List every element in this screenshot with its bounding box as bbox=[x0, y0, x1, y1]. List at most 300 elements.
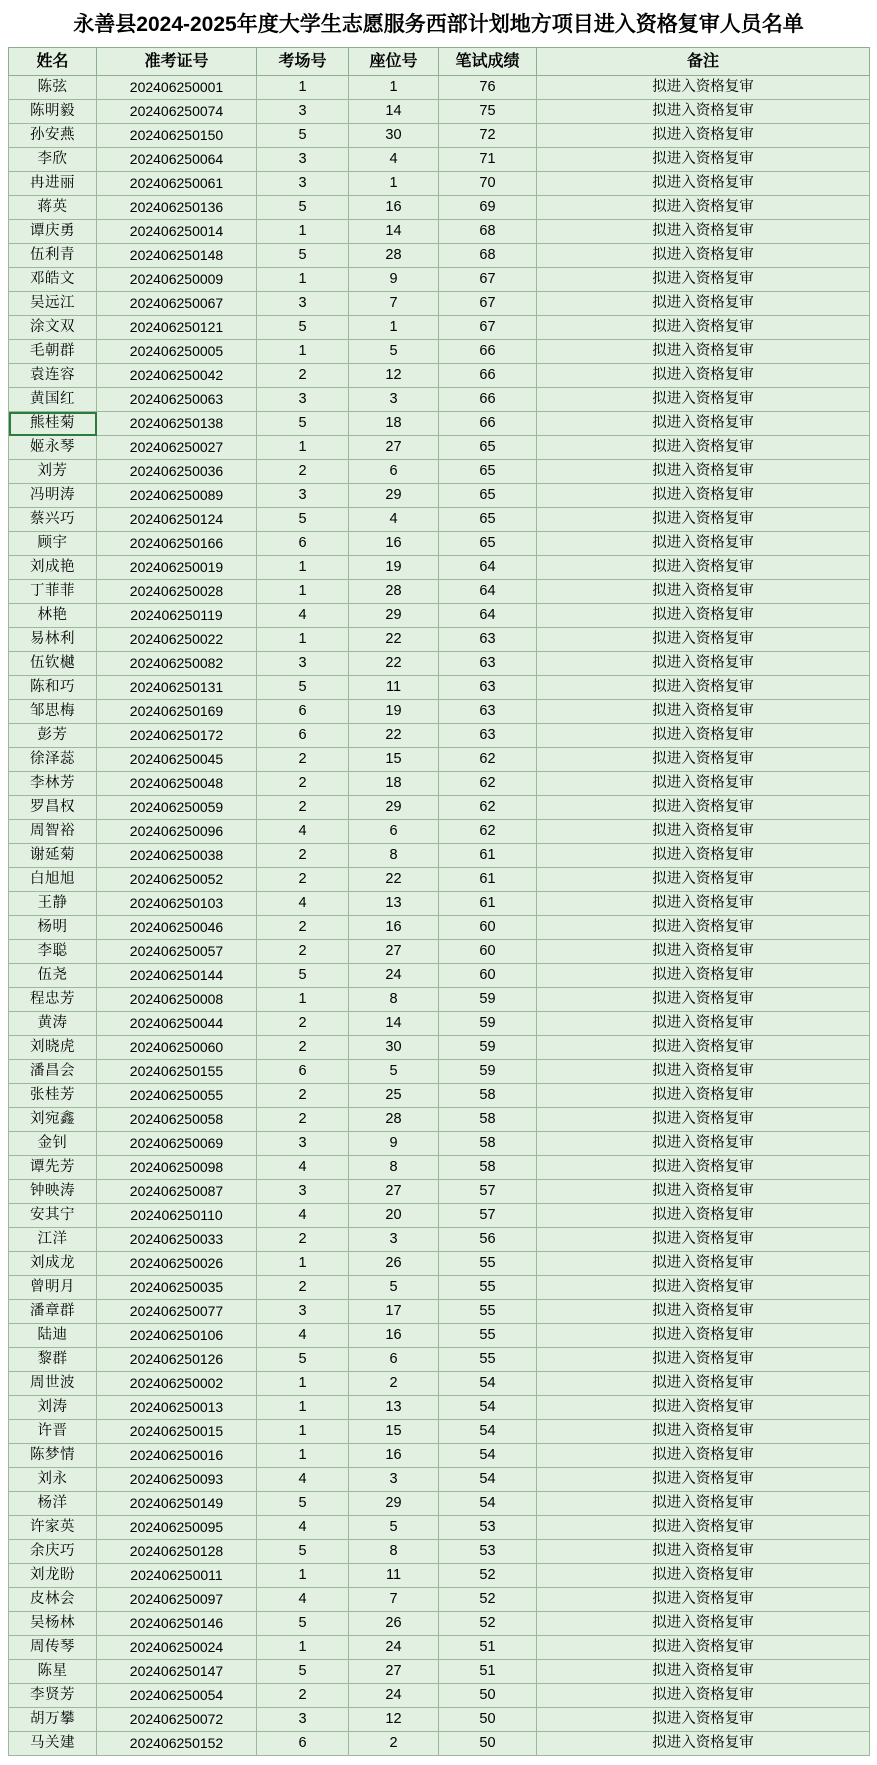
cell-name[interactable]: 程忠芳 bbox=[9, 988, 97, 1012]
cell-admit-ticket[interactable]: 202406250059 bbox=[97, 796, 257, 820]
cell-name[interactable]: 刘涛 bbox=[9, 1396, 97, 1420]
cell-admit-ticket[interactable]: 202406250138 bbox=[97, 412, 257, 436]
cell-name[interactable]: 钟映涛 bbox=[9, 1180, 97, 1204]
cell-score[interactable]: 55 bbox=[439, 1348, 537, 1372]
cell-score[interactable]: 63 bbox=[439, 676, 537, 700]
cell-room[interactable]: 2 bbox=[257, 772, 349, 796]
cell-admit-ticket[interactable]: 202406250077 bbox=[97, 1300, 257, 1324]
cell-score[interactable]: 58 bbox=[439, 1084, 537, 1108]
cell-room[interactable]: 3 bbox=[257, 148, 349, 172]
cell-room[interactable]: 2 bbox=[257, 748, 349, 772]
cell-name[interactable]: 胡万攀 bbox=[9, 1708, 97, 1732]
cell-room[interactable]: 3 bbox=[257, 1708, 349, 1732]
cell-score[interactable]: 59 bbox=[439, 1036, 537, 1060]
cell-remark[interactable]: 拟进入资格复审 bbox=[537, 844, 870, 868]
cell-room[interactable]: 1 bbox=[257, 988, 349, 1012]
cell-admit-ticket[interactable]: 202406250119 bbox=[97, 604, 257, 628]
cell-remark[interactable]: 拟进入资格复审 bbox=[537, 1732, 870, 1756]
cell-room[interactable]: 4 bbox=[257, 820, 349, 844]
cell-score[interactable]: 65 bbox=[439, 484, 537, 508]
cell-remark[interactable]: 拟进入资格复审 bbox=[537, 1612, 870, 1636]
cell-score[interactable]: 60 bbox=[439, 940, 537, 964]
cell-seat[interactable]: 5 bbox=[349, 1060, 439, 1084]
cell-remark[interactable]: 拟进入资格复审 bbox=[537, 1708, 870, 1732]
cell-score[interactable]: 53 bbox=[439, 1516, 537, 1540]
cell-seat[interactable]: 29 bbox=[349, 796, 439, 820]
cell-name[interactable]: 吴远江 bbox=[9, 292, 97, 316]
cell-name[interactable]: 余庆巧 bbox=[9, 1540, 97, 1564]
cell-remark[interactable]: 拟进入资格复审 bbox=[537, 148, 870, 172]
cell-score[interactable]: 57 bbox=[439, 1180, 537, 1204]
cell-score[interactable]: 55 bbox=[439, 1276, 537, 1300]
cell-room[interactable]: 2 bbox=[257, 1228, 349, 1252]
cell-remark[interactable]: 拟进入资格复审 bbox=[537, 748, 870, 772]
cell-room[interactable]: 4 bbox=[257, 1156, 349, 1180]
cell-score[interactable]: 66 bbox=[439, 412, 537, 436]
cell-name[interactable]: 金钊 bbox=[9, 1132, 97, 1156]
cell-remark[interactable]: 拟进入资格复审 bbox=[537, 124, 870, 148]
cell-name[interactable]: 刘宛鑫 bbox=[9, 1108, 97, 1132]
cell-room[interactable]: 1 bbox=[257, 556, 349, 580]
cell-room[interactable]: 2 bbox=[257, 940, 349, 964]
cell-score[interactable]: 61 bbox=[439, 844, 537, 868]
cell-seat[interactable]: 1 bbox=[349, 316, 439, 340]
cell-remark[interactable]: 拟进入资格复审 bbox=[537, 1588, 870, 1612]
cell-name[interactable]: 潘章群 bbox=[9, 1300, 97, 1324]
cell-seat[interactable]: 28 bbox=[349, 1108, 439, 1132]
cell-name[interactable]: 白旭旭 bbox=[9, 868, 97, 892]
cell-admit-ticket[interactable]: 202406250060 bbox=[97, 1036, 257, 1060]
cell-remark[interactable]: 拟进入资格复审 bbox=[537, 1684, 870, 1708]
cell-score[interactable]: 69 bbox=[439, 196, 537, 220]
cell-score[interactable]: 58 bbox=[439, 1156, 537, 1180]
cell-remark[interactable]: 拟进入资格复审 bbox=[537, 1252, 870, 1276]
cell-remark[interactable]: 拟进入资格复审 bbox=[537, 1204, 870, 1228]
cell-score[interactable]: 66 bbox=[439, 340, 537, 364]
cell-admit-ticket[interactable]: 202406250036 bbox=[97, 460, 257, 484]
cell-seat[interactable]: 2 bbox=[349, 1732, 439, 1756]
cell-remark[interactable]: 拟进入资格复审 bbox=[537, 1276, 870, 1300]
cell-remark[interactable]: 拟进入资格复审 bbox=[537, 1660, 870, 1684]
cell-remark[interactable]: 拟进入资格复审 bbox=[537, 556, 870, 580]
cell-remark[interactable]: 拟进入资格复审 bbox=[537, 604, 870, 628]
cell-remark[interactable]: 拟进入资格复审 bbox=[537, 868, 870, 892]
cell-name[interactable]: 江洋 bbox=[9, 1228, 97, 1252]
cell-seat[interactable]: 4 bbox=[349, 148, 439, 172]
cell-seat[interactable]: 16 bbox=[349, 1324, 439, 1348]
cell-admit-ticket[interactable]: 202406250055 bbox=[97, 1084, 257, 1108]
cell-seat[interactable]: 3 bbox=[349, 1228, 439, 1252]
cell-name[interactable]: 周世波 bbox=[9, 1372, 97, 1396]
cell-remark[interactable]: 拟进入资格复审 bbox=[537, 1084, 870, 1108]
cell-room[interactable]: 2 bbox=[257, 1276, 349, 1300]
cell-remark[interactable]: 拟进入资格复审 bbox=[537, 1036, 870, 1060]
cell-name[interactable]: 许家英 bbox=[9, 1516, 97, 1540]
cell-seat[interactable]: 14 bbox=[349, 100, 439, 124]
cell-score[interactable]: 54 bbox=[439, 1420, 537, 1444]
cell-admit-ticket[interactable]: 202406250005 bbox=[97, 340, 257, 364]
cell-seat[interactable]: 29 bbox=[349, 484, 439, 508]
cell-score[interactable]: 54 bbox=[439, 1372, 537, 1396]
cell-score[interactable]: 51 bbox=[439, 1636, 537, 1660]
cell-room[interactable]: 6 bbox=[257, 700, 349, 724]
cell-room[interactable]: 2 bbox=[257, 844, 349, 868]
cell-score[interactable]: 53 bbox=[439, 1540, 537, 1564]
cell-seat[interactable]: 4 bbox=[349, 508, 439, 532]
cell-remark[interactable]: 拟进入资格复审 bbox=[537, 1348, 870, 1372]
cell-admit-ticket[interactable]: 202406250027 bbox=[97, 436, 257, 460]
cell-admit-ticket[interactable]: 202406250038 bbox=[97, 844, 257, 868]
cell-room[interactable]: 3 bbox=[257, 1180, 349, 1204]
cell-admit-ticket[interactable]: 202406250155 bbox=[97, 1060, 257, 1084]
cell-name[interactable]: 吴杨林 bbox=[9, 1612, 97, 1636]
cell-score[interactable]: 62 bbox=[439, 796, 537, 820]
cell-admit-ticket[interactable]: 202406250069 bbox=[97, 1132, 257, 1156]
cell-name[interactable]: 陆迪 bbox=[9, 1324, 97, 1348]
cell-remark[interactable]: 拟进入资格复审 bbox=[537, 508, 870, 532]
cell-seat[interactable]: 9 bbox=[349, 268, 439, 292]
cell-name[interactable]: 伍利青 bbox=[9, 244, 97, 268]
cell-name[interactable]: 张桂芳 bbox=[9, 1084, 97, 1108]
cell-room[interactable]: 1 bbox=[257, 340, 349, 364]
cell-name[interactable]: 李欣 bbox=[9, 148, 97, 172]
cell-seat[interactable]: 16 bbox=[349, 532, 439, 556]
cell-remark[interactable]: 拟进入资格复审 bbox=[537, 412, 870, 436]
cell-seat[interactable]: 18 bbox=[349, 772, 439, 796]
cell-score[interactable]: 71 bbox=[439, 148, 537, 172]
cell-admit-ticket[interactable]: 202406250009 bbox=[97, 268, 257, 292]
cell-room[interactable]: 3 bbox=[257, 172, 349, 196]
cell-remark[interactable]: 拟进入资格复审 bbox=[537, 388, 870, 412]
cell-seat[interactable]: 29 bbox=[349, 1492, 439, 1516]
cell-room[interactable]: 5 bbox=[257, 964, 349, 988]
cell-name[interactable]: 陈梦情 bbox=[9, 1444, 97, 1468]
cell-score[interactable]: 63 bbox=[439, 628, 537, 652]
cell-score[interactable]: 52 bbox=[439, 1564, 537, 1588]
cell-score[interactable]: 64 bbox=[439, 580, 537, 604]
cell-room[interactable]: 1 bbox=[257, 1636, 349, 1660]
cell-remark[interactable]: 拟进入资格复审 bbox=[537, 700, 870, 724]
cell-score[interactable]: 59 bbox=[439, 1012, 537, 1036]
cell-room[interactable]: 5 bbox=[257, 1612, 349, 1636]
cell-name[interactable]: 潘昌会 bbox=[9, 1060, 97, 1084]
cell-name[interactable]: 伍尧 bbox=[9, 964, 97, 988]
cell-room[interactable]: 1 bbox=[257, 580, 349, 604]
cell-room[interactable]: 4 bbox=[257, 1468, 349, 1492]
cell-room[interactable]: 2 bbox=[257, 868, 349, 892]
cell-admit-ticket[interactable]: 202406250110 bbox=[97, 1204, 257, 1228]
cell-remark[interactable]: 拟进入资格复审 bbox=[537, 964, 870, 988]
cell-score[interactable]: 67 bbox=[439, 268, 537, 292]
cell-admit-ticket[interactable]: 202406250121 bbox=[97, 316, 257, 340]
cell-score[interactable]: 64 bbox=[439, 604, 537, 628]
cell-score[interactable]: 62 bbox=[439, 748, 537, 772]
cell-remark[interactable]: 拟进入资格复审 bbox=[537, 676, 870, 700]
cell-name[interactable]: 曾明月 bbox=[9, 1276, 97, 1300]
cell-name[interactable]: 陈和巧 bbox=[9, 676, 97, 700]
cell-remark[interactable]: 拟进入资格复审 bbox=[537, 196, 870, 220]
cell-room[interactable]: 3 bbox=[257, 292, 349, 316]
cell-score[interactable]: 64 bbox=[439, 556, 537, 580]
cell-room[interactable]: 2 bbox=[257, 1684, 349, 1708]
cell-name[interactable]: 李聪 bbox=[9, 940, 97, 964]
cell-score[interactable]: 72 bbox=[439, 124, 537, 148]
cell-score[interactable]: 63 bbox=[439, 724, 537, 748]
cell-name[interactable]: 邹思梅 bbox=[9, 700, 97, 724]
cell-score[interactable]: 66 bbox=[439, 388, 537, 412]
cell-seat[interactable]: 15 bbox=[349, 748, 439, 772]
cell-seat[interactable]: 24 bbox=[349, 1684, 439, 1708]
cell-admit-ticket[interactable]: 202406250124 bbox=[97, 508, 257, 532]
cell-seat[interactable]: 27 bbox=[349, 940, 439, 964]
cell-score[interactable]: 54 bbox=[439, 1444, 537, 1468]
cell-name[interactable]: 毛朝群 bbox=[9, 340, 97, 364]
cell-room[interactable]: 3 bbox=[257, 388, 349, 412]
cell-score[interactable]: 52 bbox=[439, 1612, 537, 1636]
cell-name[interactable]: 林艳 bbox=[9, 604, 97, 628]
cell-remark[interactable]: 拟进入资格复审 bbox=[537, 1564, 870, 1588]
cell-score[interactable]: 50 bbox=[439, 1732, 537, 1756]
cell-admit-ticket[interactable]: 202406250172 bbox=[97, 724, 257, 748]
cell-score[interactable]: 66 bbox=[439, 364, 537, 388]
cell-room[interactable]: 4 bbox=[257, 1204, 349, 1228]
cell-score[interactable]: 70 bbox=[439, 172, 537, 196]
cell-score[interactable]: 54 bbox=[439, 1468, 537, 1492]
cell-score[interactable]: 59 bbox=[439, 1060, 537, 1084]
cell-room[interactable]: 1 bbox=[257, 1372, 349, 1396]
cell-room[interactable]: 1 bbox=[257, 1252, 349, 1276]
cell-room[interactable]: 3 bbox=[257, 100, 349, 124]
cell-name[interactable]: 刘龙盼 bbox=[9, 1564, 97, 1588]
cell-score[interactable]: 57 bbox=[439, 1204, 537, 1228]
cell-room[interactable]: 2 bbox=[257, 1036, 349, 1060]
cell-seat[interactable]: 22 bbox=[349, 652, 439, 676]
cell-name[interactable]: 孙安燕 bbox=[9, 124, 97, 148]
cell-admit-ticket[interactable]: 202406250095 bbox=[97, 1516, 257, 1540]
cell-seat[interactable]: 18 bbox=[349, 412, 439, 436]
cell-room[interactable]: 6 bbox=[257, 532, 349, 556]
cell-score[interactable]: 55 bbox=[439, 1252, 537, 1276]
cell-seat[interactable]: 6 bbox=[349, 460, 439, 484]
cell-seat[interactable]: 12 bbox=[349, 1708, 439, 1732]
cell-score[interactable]: 65 bbox=[439, 532, 537, 556]
cell-remark[interactable]: 拟进入资格复审 bbox=[537, 1108, 870, 1132]
cell-admit-ticket[interactable]: 202406250024 bbox=[97, 1636, 257, 1660]
cell-admit-ticket[interactable]: 202406250002 bbox=[97, 1372, 257, 1396]
cell-seat[interactable]: 22 bbox=[349, 724, 439, 748]
cell-admit-ticket[interactable]: 202406250082 bbox=[97, 652, 257, 676]
cell-room[interactable]: 3 bbox=[257, 1132, 349, 1156]
cell-score[interactable]: 55 bbox=[439, 1324, 537, 1348]
cell-admit-ticket[interactable]: 202406250147 bbox=[97, 1660, 257, 1684]
cell-admit-ticket[interactable]: 202406250048 bbox=[97, 772, 257, 796]
cell-seat[interactable]: 14 bbox=[349, 220, 439, 244]
cell-admit-ticket[interactable]: 202406250149 bbox=[97, 1492, 257, 1516]
cell-seat[interactable]: 27 bbox=[349, 436, 439, 460]
cell-remark[interactable]: 拟进入资格复审 bbox=[537, 436, 870, 460]
cell-admit-ticket[interactable]: 202406250144 bbox=[97, 964, 257, 988]
cell-score[interactable]: 67 bbox=[439, 316, 537, 340]
cell-admit-ticket[interactable]: 202406250028 bbox=[97, 580, 257, 604]
cell-name[interactable]: 许晋 bbox=[9, 1420, 97, 1444]
cell-admit-ticket[interactable]: 202406250045 bbox=[97, 748, 257, 772]
cell-seat[interactable]: 12 bbox=[349, 364, 439, 388]
cell-admit-ticket[interactable]: 202406250033 bbox=[97, 1228, 257, 1252]
cell-remark[interactable]: 拟进入资格复审 bbox=[537, 796, 870, 820]
cell-room[interactable]: 6 bbox=[257, 1060, 349, 1084]
cell-remark[interactable]: 拟进入资格复审 bbox=[537, 1156, 870, 1180]
cell-room[interactable]: 2 bbox=[257, 796, 349, 820]
cell-score[interactable]: 76 bbox=[439, 76, 537, 100]
cell-admit-ticket[interactable]: 202406250052 bbox=[97, 868, 257, 892]
cell-remark[interactable]: 拟进入资格复审 bbox=[537, 916, 870, 940]
cell-room[interactable]: 2 bbox=[257, 460, 349, 484]
cell-remark[interactable]: 拟进入资格复审 bbox=[537, 892, 870, 916]
cell-score[interactable]: 58 bbox=[439, 1108, 537, 1132]
cell-score[interactable]: 50 bbox=[439, 1684, 537, 1708]
cell-remark[interactable]: 拟进入资格复审 bbox=[537, 220, 870, 244]
cell-seat[interactable]: 11 bbox=[349, 1564, 439, 1588]
cell-name[interactable]: 皮林会 bbox=[9, 1588, 97, 1612]
cell-room[interactable]: 5 bbox=[257, 1660, 349, 1684]
cell-room[interactable]: 5 bbox=[257, 316, 349, 340]
cell-admit-ticket[interactable]: 202406250057 bbox=[97, 940, 257, 964]
cell-seat[interactable]: 5 bbox=[349, 1516, 439, 1540]
cell-name[interactable]: 冯明涛 bbox=[9, 484, 97, 508]
cell-score[interactable]: 51 bbox=[439, 1660, 537, 1684]
cell-name[interactable]: 冉进丽 bbox=[9, 172, 97, 196]
cell-admit-ticket[interactable]: 202406250016 bbox=[97, 1444, 257, 1468]
cell-name[interactable]: 丁菲菲 bbox=[9, 580, 97, 604]
cell-seat[interactable]: 19 bbox=[349, 700, 439, 724]
cell-seat[interactable]: 7 bbox=[349, 1588, 439, 1612]
cell-remark[interactable]: 拟进入资格复审 bbox=[537, 1132, 870, 1156]
cell-score[interactable]: 62 bbox=[439, 772, 537, 796]
cell-score[interactable]: 56 bbox=[439, 1228, 537, 1252]
cell-admit-ticket[interactable]: 202406250074 bbox=[97, 100, 257, 124]
cell-room[interactable]: 1 bbox=[257, 268, 349, 292]
cell-admit-ticket[interactable]: 202406250001 bbox=[97, 76, 257, 100]
cell-name[interactable]: 陈弦 bbox=[9, 76, 97, 100]
cell-remark[interactable]: 拟进入资格复审 bbox=[537, 940, 870, 964]
cell-score[interactable]: 63 bbox=[439, 652, 537, 676]
cell-admit-ticket[interactable]: 202406250146 bbox=[97, 1612, 257, 1636]
cell-name[interactable]: 罗昌权 bbox=[9, 796, 97, 820]
cell-admit-ticket[interactable]: 202406250011 bbox=[97, 1564, 257, 1588]
cell-seat[interactable]: 6 bbox=[349, 1348, 439, 1372]
cell-room[interactable]: 1 bbox=[257, 1564, 349, 1588]
cell-admit-ticket[interactable]: 202406250150 bbox=[97, 124, 257, 148]
cell-seat[interactable]: 14 bbox=[349, 1012, 439, 1036]
cell-remark[interactable]: 拟进入资格复审 bbox=[537, 268, 870, 292]
cell-room[interactable]: 3 bbox=[257, 484, 349, 508]
cell-seat[interactable]: 5 bbox=[349, 1276, 439, 1300]
cell-remark[interactable]: 拟进入资格复审 bbox=[537, 532, 870, 556]
cell-score[interactable]: 61 bbox=[439, 892, 537, 916]
cell-remark[interactable]: 拟进入资格复审 bbox=[537, 1372, 870, 1396]
cell-admit-ticket[interactable]: 202406250126 bbox=[97, 1348, 257, 1372]
cell-seat[interactable]: 13 bbox=[349, 1396, 439, 1420]
cell-room[interactable]: 1 bbox=[257, 220, 349, 244]
cell-name[interactable]: 蒋英 bbox=[9, 196, 97, 220]
cell-remark[interactable]: 拟进入资格复审 bbox=[537, 292, 870, 316]
cell-name[interactable]: 袁连容 bbox=[9, 364, 97, 388]
cell-name[interactable]: 蔡兴巧 bbox=[9, 508, 97, 532]
cell-name[interactable]: 谭庆勇 bbox=[9, 220, 97, 244]
cell-seat[interactable]: 1 bbox=[349, 172, 439, 196]
cell-admit-ticket[interactable]: 202406250096 bbox=[97, 820, 257, 844]
cell-score[interactable]: 68 bbox=[439, 244, 537, 268]
cell-name[interactable]: 彭芳 bbox=[9, 724, 97, 748]
cell-admit-ticket[interactable]: 202406250035 bbox=[97, 1276, 257, 1300]
cell-seat[interactable]: 11 bbox=[349, 676, 439, 700]
cell-admit-ticket[interactable]: 202406250058 bbox=[97, 1108, 257, 1132]
cell-room[interactable]: 6 bbox=[257, 1732, 349, 1756]
cell-seat[interactable]: 30 bbox=[349, 124, 439, 148]
cell-admit-ticket[interactable]: 202406250097 bbox=[97, 1588, 257, 1612]
cell-seat[interactable]: 19 bbox=[349, 556, 439, 580]
cell-room[interactable]: 5 bbox=[257, 244, 349, 268]
cell-seat[interactable]: 24 bbox=[349, 964, 439, 988]
cell-admit-ticket[interactable]: 202406250148 bbox=[97, 244, 257, 268]
cell-remark[interactable]: 拟进入资格复审 bbox=[537, 724, 870, 748]
cell-seat[interactable]: 28 bbox=[349, 580, 439, 604]
cell-name[interactable]: 安其宁 bbox=[9, 1204, 97, 1228]
cell-admit-ticket[interactable]: 202406250042 bbox=[97, 364, 257, 388]
cell-room[interactable]: 5 bbox=[257, 1540, 349, 1564]
cell-name[interactable]: 涂文双 bbox=[9, 316, 97, 340]
cell-remark[interactable]: 拟进入资格复审 bbox=[537, 1180, 870, 1204]
cell-score[interactable]: 50 bbox=[439, 1708, 537, 1732]
cell-seat[interactable]: 6 bbox=[349, 820, 439, 844]
cell-admit-ticket[interactable]: 202406250136 bbox=[97, 196, 257, 220]
cell-remark[interactable]: 拟进入资格复审 bbox=[537, 580, 870, 604]
cell-admit-ticket[interactable]: 202406250087 bbox=[97, 1180, 257, 1204]
cell-room[interactable]: 1 bbox=[257, 1420, 349, 1444]
cell-remark[interactable]: 拟进入资格复审 bbox=[537, 364, 870, 388]
cell-seat[interactable]: 26 bbox=[349, 1612, 439, 1636]
cell-name[interactable]: 陈星 bbox=[9, 1660, 97, 1684]
cell-remark[interactable]: 拟进入资格复审 bbox=[537, 1636, 870, 1660]
cell-room[interactable]: 4 bbox=[257, 1588, 349, 1612]
cell-score[interactable]: 55 bbox=[439, 1300, 537, 1324]
cell-name[interactable]: 谢延菊 bbox=[9, 844, 97, 868]
cell-remark[interactable]: 拟进入资格复审 bbox=[537, 100, 870, 124]
cell-remark[interactable]: 拟进入资格复审 bbox=[537, 1228, 870, 1252]
cell-seat[interactable]: 2 bbox=[349, 1372, 439, 1396]
cell-name[interactable]: 李林芳 bbox=[9, 772, 97, 796]
cell-remark[interactable]: 拟进入资格复审 bbox=[537, 1324, 870, 1348]
cell-room[interactable]: 1 bbox=[257, 436, 349, 460]
cell-room[interactable]: 5 bbox=[257, 508, 349, 532]
cell-name[interactable]: 周智裕 bbox=[9, 820, 97, 844]
cell-room[interactable]: 1 bbox=[257, 1444, 349, 1468]
cell-score[interactable]: 68 bbox=[439, 220, 537, 244]
cell-remark[interactable]: 拟进入资格复审 bbox=[537, 340, 870, 364]
cell-room[interactable]: 2 bbox=[257, 1012, 349, 1036]
cell-name[interactable]: 刘芳 bbox=[9, 460, 97, 484]
cell-remark[interactable]: 拟进入资格复审 bbox=[537, 772, 870, 796]
cell-score[interactable]: 62 bbox=[439, 820, 537, 844]
cell-remark[interactable]: 拟进入资格复审 bbox=[537, 820, 870, 844]
cell-admit-ticket[interactable]: 202406250098 bbox=[97, 1156, 257, 1180]
cell-room[interactable]: 1 bbox=[257, 76, 349, 100]
cell-name[interactable]: 黄国红 bbox=[9, 388, 97, 412]
cell-seat[interactable]: 16 bbox=[349, 1444, 439, 1468]
cell-score[interactable]: 65 bbox=[439, 436, 537, 460]
cell-admit-ticket[interactable]: 202406250044 bbox=[97, 1012, 257, 1036]
cell-score[interactable]: 54 bbox=[439, 1492, 537, 1516]
